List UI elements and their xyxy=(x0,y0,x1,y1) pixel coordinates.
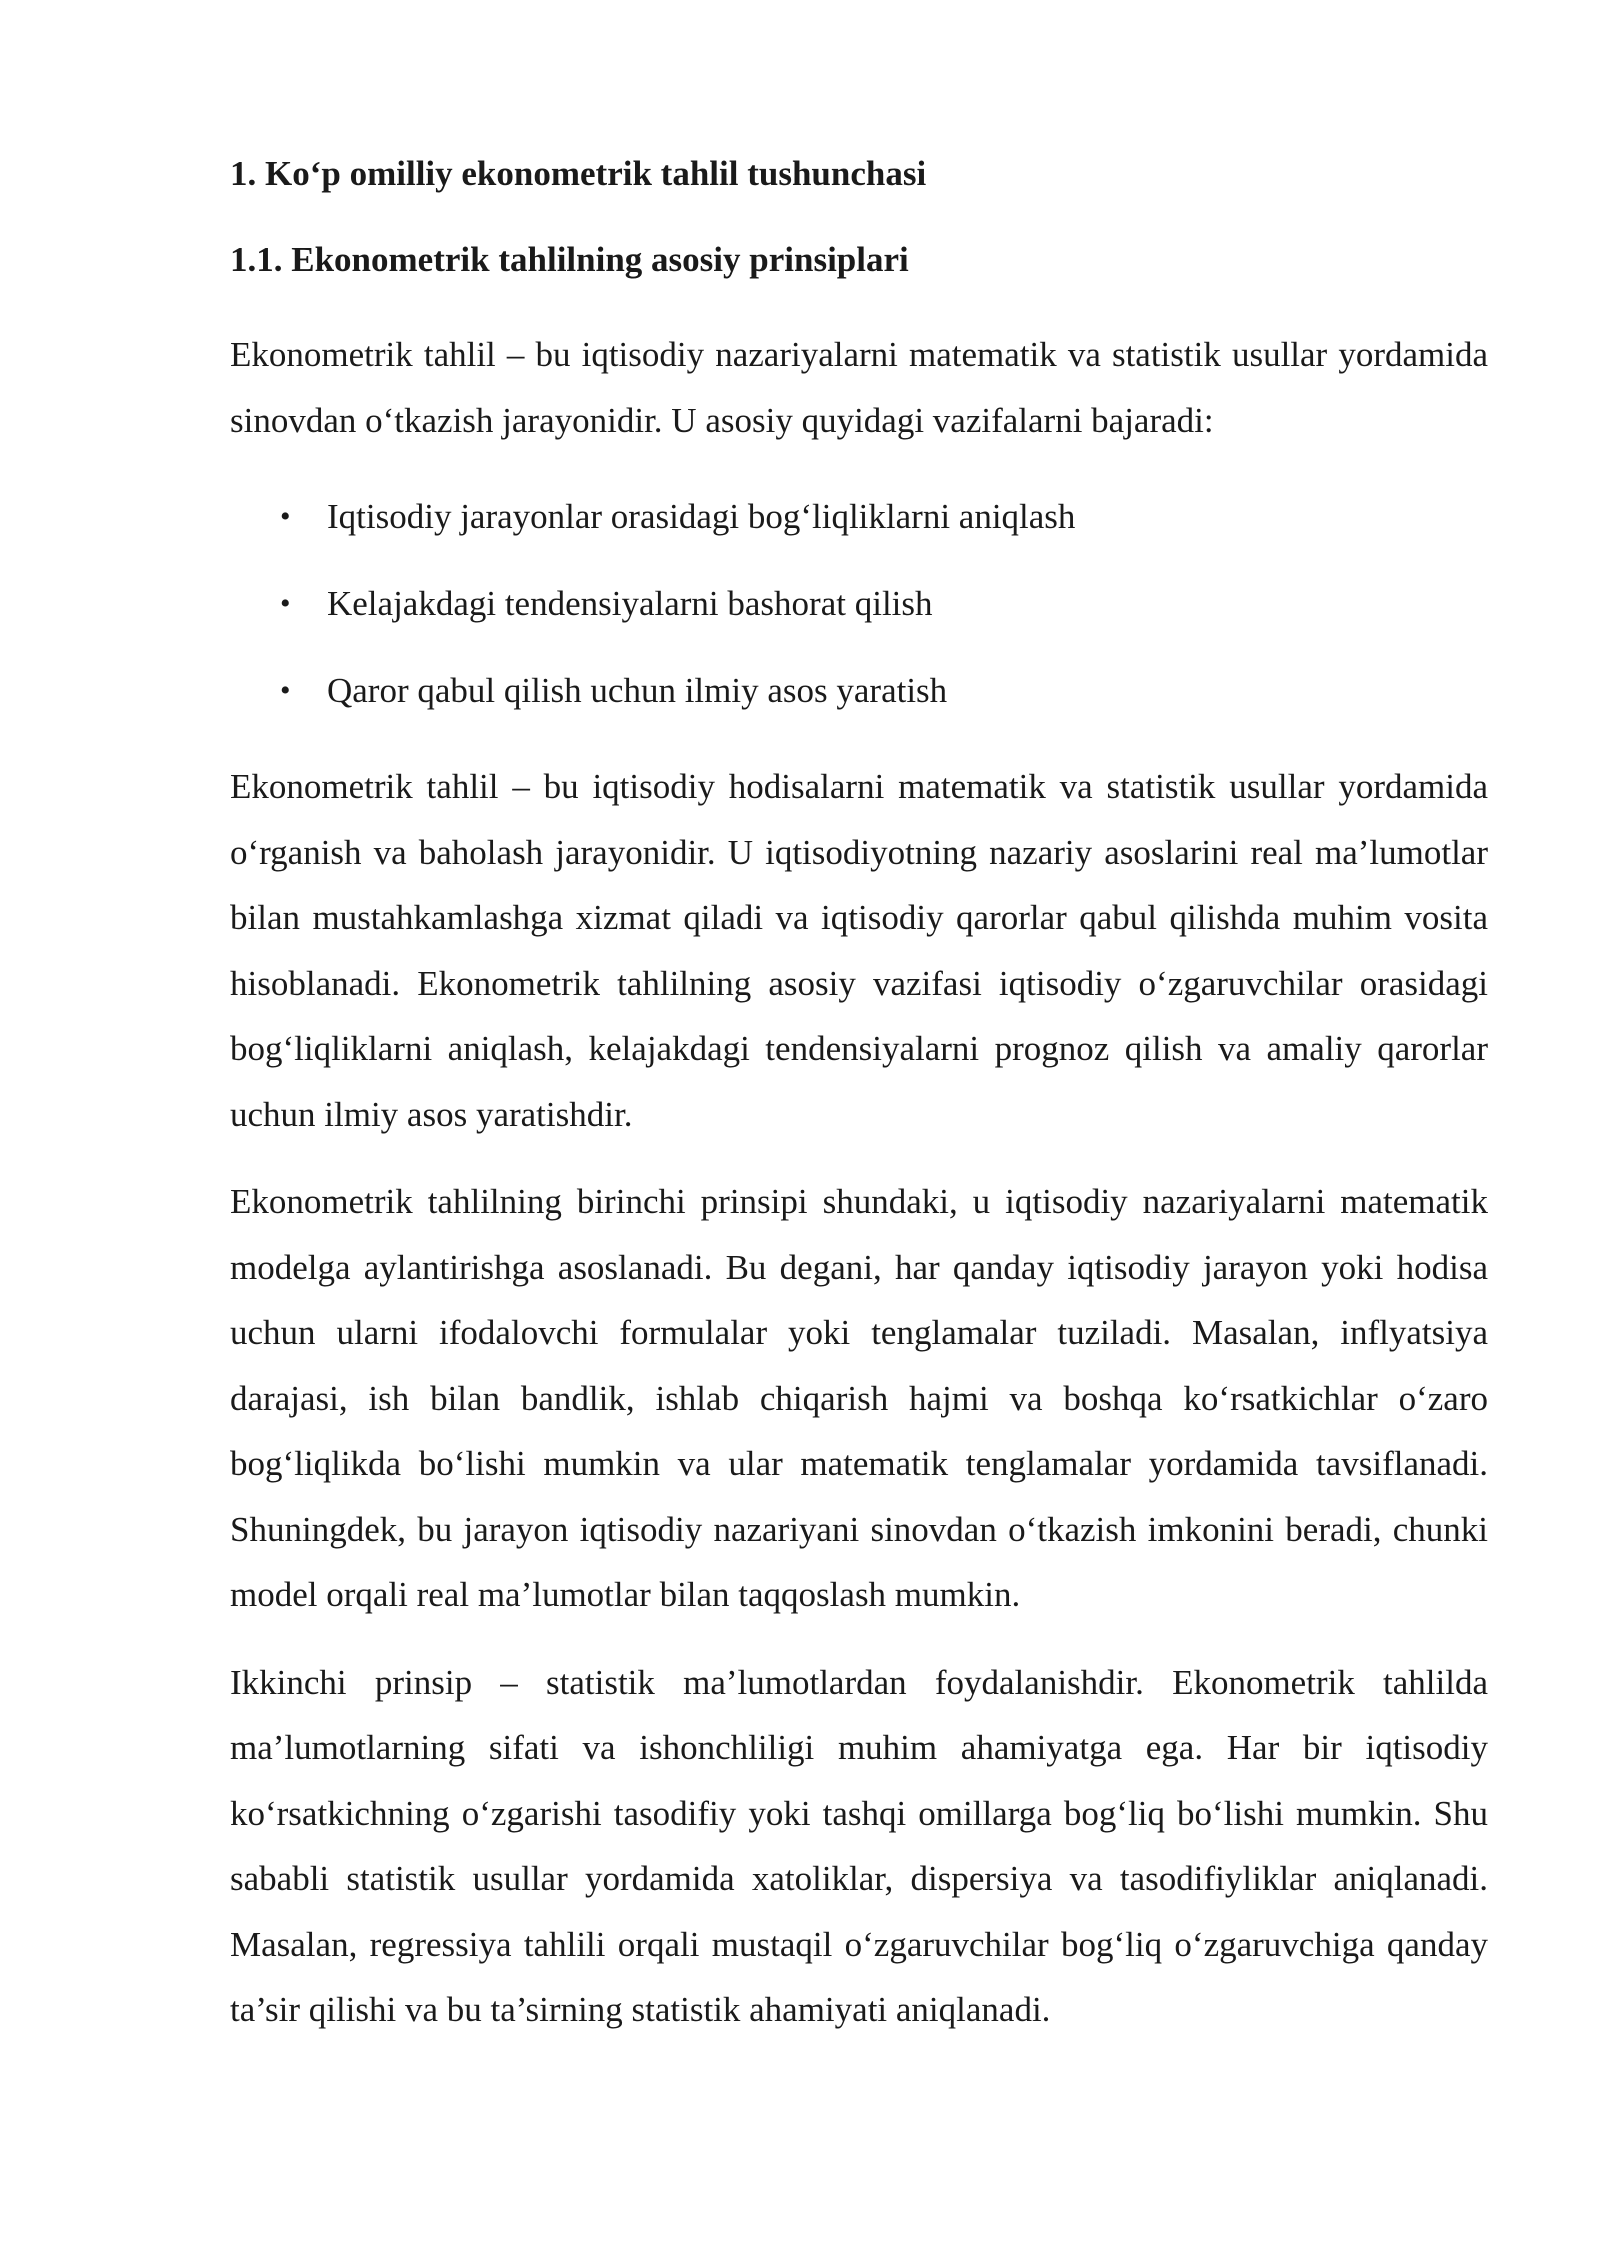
list-item xyxy=(230,493,1488,541)
document-page xyxy=(230,150,1488,2065)
paragraph-definition: Ekonometrik tahlil – bu iqtisodiy hodisalarni matematik va statistik usullar yordamida o‘rganish va baholash jarayonidir. U iqtisodiyotning nazariy asoslarini real ma’lumotlar bilan mustahkamlashga xizmat qiladi va iqtisodiy qarorlar qabul qilishda muhim vosita hisoblanadi. Ekonometrik tahlilning asosiy vazifasi iqtisodiy o‘zgaruvchilar orasidagi bog‘liqliklarni aniqlash, kelajakdagi tendensiyalarni prognoz qilish va amaliy qarorlar uchun ilmiy asos yaratishdir. xyxy=(230,767,1488,1134)
section-heading: 1. Ko‘p omilliy ekonometrik tahlil tushunchasi xyxy=(230,154,927,193)
list-item-text: Kelajakdagi tendensiyalarni bashorat qilish xyxy=(327,584,933,623)
paragraph-first-principle: Ekonometrik tahlilning birinchi prinsipi shundaki, u iqtisodiy nazariyalarni matematik modelga aylantirishga asoslanadi. Bu degani, har qanday iqtisodiy jarayon yoki hodisa uchun ularni ifodalovchi formulalar yoki tenglamalar tuziladi. Masalan, inflyatsiya darajasi, ish bilan bandlik, ishlab chiqarish hajmi va boshqa ko‘rsatkichlar o‘zaro bog‘liqlikda bo‘lishi mumkin va ular matematik tenglamalar yordamida tavsiflanadi. Shuningdek, bu jarayon iqtisodiy nazariyani sinovdan o‘tkazish imkonini beradi, chunki model orqali real ma’lumotlar bilan taqqoslash mumkin. xyxy=(230,1182,1488,1614)
list-item-text: Qaror qabul qilish uchun ilmiy asos yaratish xyxy=(327,671,948,710)
bullet-icon: • xyxy=(280,587,291,620)
list-item xyxy=(230,667,1488,715)
bullet-icon: • xyxy=(280,500,291,533)
bullet-list xyxy=(230,493,1488,715)
list-item xyxy=(230,580,1488,628)
paragraph-intro: Ekonometrik tahlil – bu iqtisodiy nazariyalarni matematik va statistik usullar yordamida sinovdan o‘tkazish jarayonidir. U asosiy quyidagi vazifalarni bajaradi: xyxy=(230,335,1488,440)
subsection-heading: 1.1. Ekonometrik tahlilning asosiy prinsiplari xyxy=(230,240,909,279)
bullet-icon: • xyxy=(280,674,291,707)
list-item-text: Iqtisodiy jarayonlar orasidagi bog‘liqliklarni aniqlash xyxy=(327,497,1076,536)
paragraph-second-principle: Ikkinchi prinsip – statistik ma’lumotlardan foydalanishdir. Ekonometrik tahlilda ma’lumotlarning sifati va ishonchliligi muhim ahamiyatga ega. Har bir iqtisodiy ko‘rsatkichning o‘zgarishi tasodifiy yoki tashqi omillarga bog‘liq bo‘lishi mumkin. Shu sababli statistik usullar yordamida xatoliklar, dispersiya va tasodifiyliklar aniqlanadi. Masalan, regressiya tahlili orqali mustaqil o‘zgaruvchilar bog‘liq o‘zgaruvchiga qanday ta’sir qilishi va bu ta’sirning statistik ahamiyati aniqlanadi. xyxy=(230,1662,1488,2029)
